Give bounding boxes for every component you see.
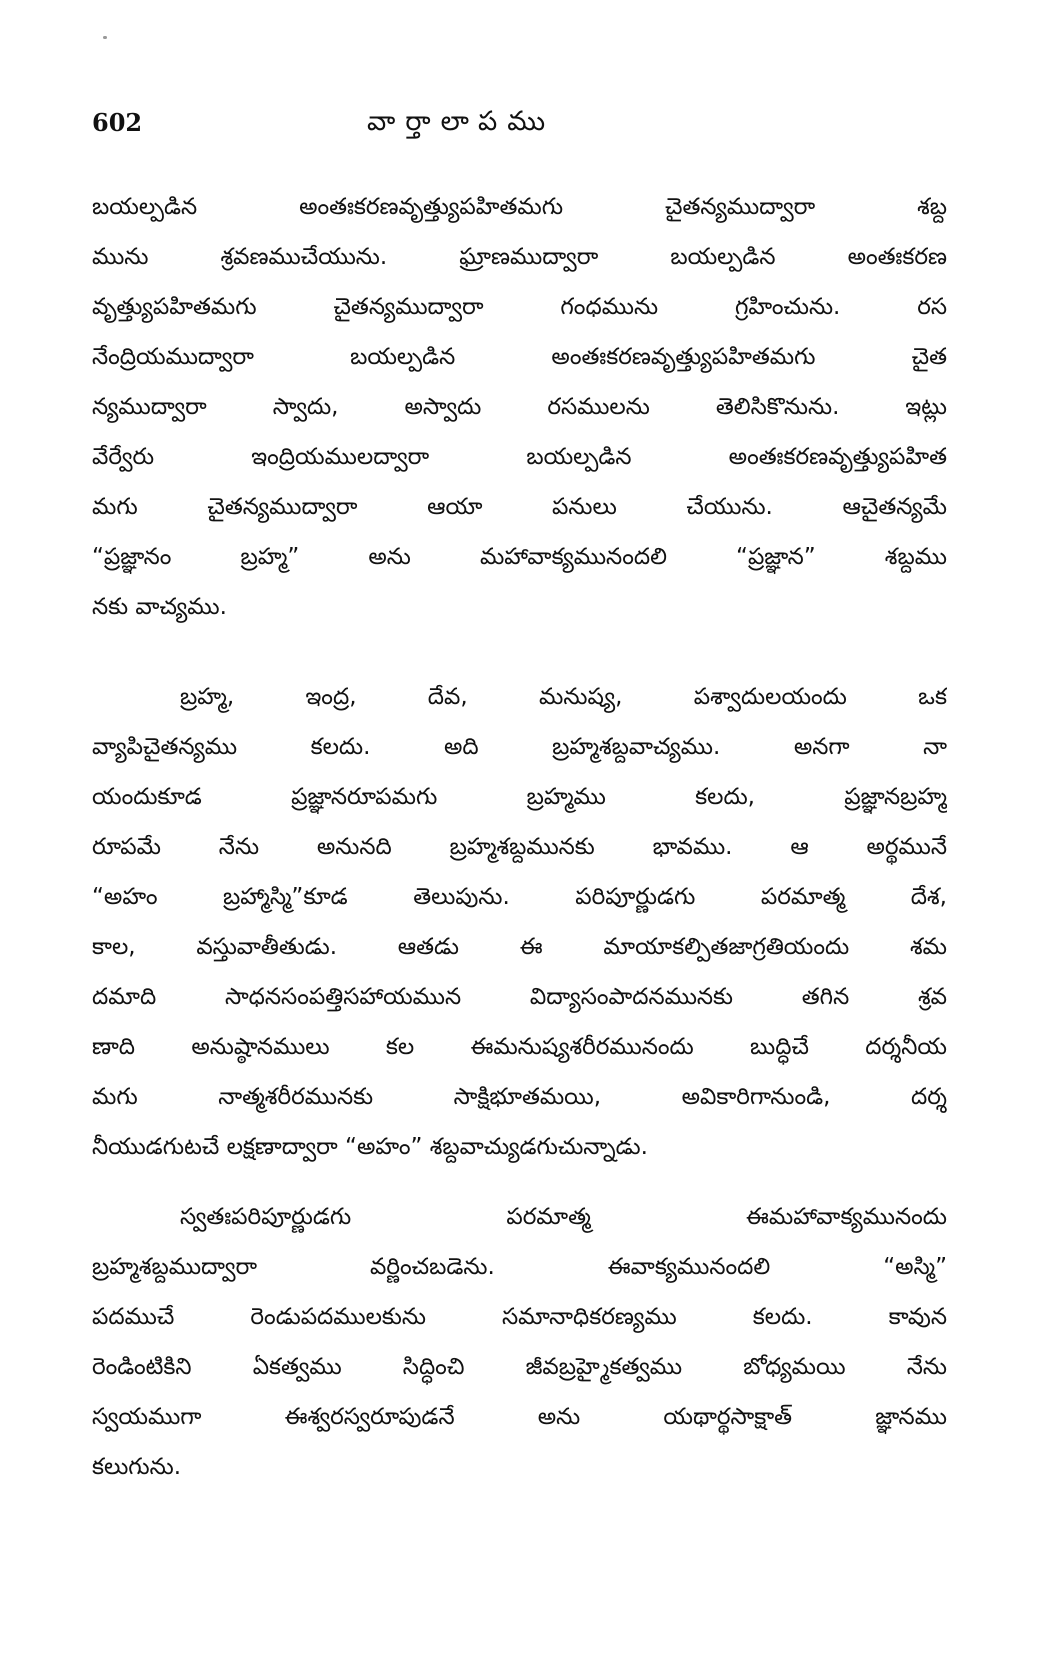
text-line: పదముచే రెండుపదములకును సమానాధికరణ్యము కలదు. కావున	[92, 1304, 947, 1330]
text-line: వేర్వేరు ఇంద్రియములద్వారా బయల్పడిన అంతఃకరణవృత్త్యుపహిత	[92, 444, 947, 470]
text-line: నేంద్రియముద్వారా బయల్పడిన అంతఃకరణవృత్త్యుపహితమగు చైత	[92, 344, 947, 370]
scan-speck	[103, 36, 107, 39]
text-line: స్వయముగా ఈశ్వరస్వరూపుడనే అను యథార్థసాక్షాత్ జ్ఞానము	[92, 1404, 947, 1430]
text-line: మగు నాత్మశరీరమునకు సాక్షిభూతమయి, అవికారిగానుండి, దర్శ	[92, 1084, 947, 1110]
text-line: కలుగును.	[92, 1454, 182, 1480]
paragraph-gap	[92, 632, 947, 672]
paragraph-1	[92, 182, 947, 632]
text-line: రూపమే నేను అనునది బ్రహ్మశబ్దమునకు భావము. ఆ అర్థమునే	[92, 834, 947, 860]
text-line: బయల్పడిన అంతఃకరణవృత్త్యుపహితమగు చైతన్యముద్వారా శబ్ద	[92, 194, 947, 220]
text-line: దమాది సాధనసంపత్తిసహాయమున విద్యాసంపాదనమునకు తగిన శ్రవ	[92, 984, 947, 1010]
text-line: రెండింటికిని ఏకత్వము సిద్ధించి జీవబ్రహ్మైకత్వము బోధ్యమయి నేను	[92, 1354, 947, 1380]
body-text	[92, 182, 947, 1492]
running-title: వార్తాలాపము	[367, 106, 556, 137]
paragraph-3	[92, 1192, 947, 1492]
text-line: బ్రహ్మశబ్దముద్వారా వర్ణించబడెను. ఈవాక్యమునందలి “అస్మి”	[92, 1254, 947, 1280]
text-line: స్వతఃపరిపూర్ణుడగు పరమాత్మ ఈమహావాక్యమునందు	[180, 1204, 947, 1230]
text-line: బ్రహ్మ, ఇంద్ర, దేవ, మనుష్య, పశ్వాదులయందు ఒక	[180, 684, 947, 710]
text-line: కాల, వస్తువాతీతుడు. ఆతడు ఈ మాయాకల్పితజాగ్రతియందు శమ	[92, 934, 947, 960]
text-line: మగు చైతన్యముద్వారా ఆయా పనులు చేయును. ఆచైతన్యమే	[92, 494, 947, 520]
paragraph-gap	[92, 1172, 947, 1192]
text-line: వ్యాపిచైతన్యము కలదు. అది బ్రహ్మశబ్దవాచ్యము. అనగా నా	[92, 734, 947, 760]
text-line: యందుకూడ ప్రజ్ఞానరూపమగు బ్రహ్మము కలదు, ప్రజ్ఞానబ్రహ్మ	[92, 784, 947, 810]
text-line: వృత్త్యుపహితమగు చైతన్యముద్వారా గంధమును గ్రహించును. రస	[92, 294, 947, 320]
text-line: నీయుడగుటచే లక్షణాద్వారా “అహం” శబ్దవాచ్యుడగుచున్నాడు.	[92, 1134, 648, 1160]
page-number: 602	[92, 108, 143, 137]
text-line: మును శ్రవణముచేయును. ఘ్రాణముద్వారా బయల్పడిన అంతఃకరణ	[92, 244, 947, 270]
text-line: “ప్రజ్ఞానం బ్రహ్మ” అను మహావాక్యమునందలి “ప్రజ్ఞాన” శబ్దము	[92, 544, 947, 570]
page-header	[92, 108, 942, 148]
text-line: ణాది అనుష్ఠానములు కల ఈమనుష్యశరీరమునందు బుద్ధిచే దర్శనీయ	[92, 1034, 947, 1060]
text-line: నకు వాచ్యము.	[92, 594, 227, 620]
text-line: “అహం బ్రహ్మాస్మి”కూడ తెలుపును. పరిపూర్ణుడగు పరమాత్మ దేశ,	[92, 884, 947, 910]
paragraph-2	[92, 672, 947, 1172]
text-line: న్యముద్వారా స్వాదు, అస్వాదు రసములను తెలిసికొనును. ఇట్లు	[92, 394, 947, 420]
